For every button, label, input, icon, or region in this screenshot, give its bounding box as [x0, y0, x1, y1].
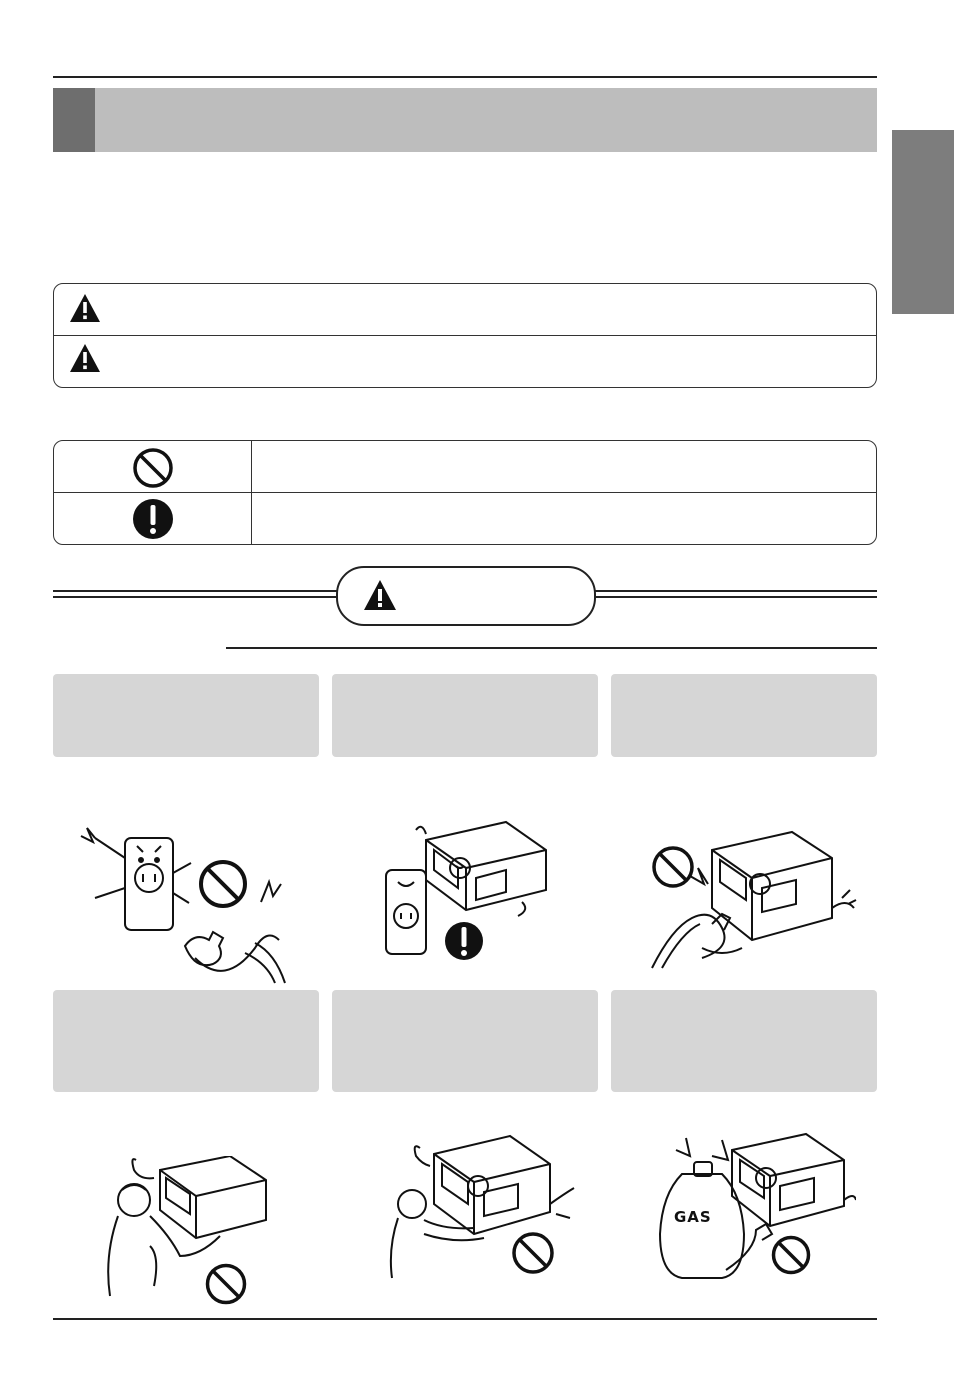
symbol-legend-box	[53, 440, 877, 545]
legend-divider	[54, 492, 876, 493]
subheading-rule	[226, 647, 877, 649]
prohibition-circle-icon	[197, 858, 249, 910]
prohibition-circle-icon	[650, 844, 696, 890]
prohibition-circle-icon	[770, 1234, 812, 1276]
legend-column-divider	[251, 441, 252, 544]
warning-triangle-icon	[68, 342, 102, 374]
prohibition-circle-icon	[510, 1230, 556, 1276]
prohibition-circle-icon	[132, 447, 174, 489]
prohibition-circle-icon	[204, 1262, 248, 1306]
unit-outlet-illustration	[376, 820, 552, 962]
top-rule	[53, 76, 877, 78]
plug-outlet-illustration	[75, 818, 295, 986]
instruction-card-1	[53, 674, 319, 757]
gas-cylinder-illustration	[656, 1130, 856, 1280]
instruction-card-6	[611, 990, 877, 1092]
side-tab	[892, 130, 954, 314]
instruction-card-4	[53, 990, 319, 1092]
exclamation-circle-icon	[444, 920, 484, 962]
warning-triangle-icon	[362, 578, 398, 612]
person-near-unit-illustration	[384, 1134, 580, 1280]
instruction-card-3	[611, 674, 877, 757]
instruction-card-2	[332, 674, 598, 757]
bottom-rule	[53, 1318, 877, 1320]
section-header-marker	[53, 88, 95, 152]
warning-triangle-icon	[68, 292, 102, 324]
exclamation-circle-icon	[132, 497, 174, 541]
gas-label: GAS	[674, 1208, 712, 1226]
warning-caution-box	[53, 283, 877, 388]
warning-heading-pill	[336, 566, 596, 626]
unit-cord-illustration	[642, 828, 860, 976]
person-unit-illustration	[100, 1156, 270, 1306]
instruction-card-5	[332, 990, 598, 1092]
box-divider	[54, 335, 876, 336]
section-header-bar	[53, 88, 877, 152]
